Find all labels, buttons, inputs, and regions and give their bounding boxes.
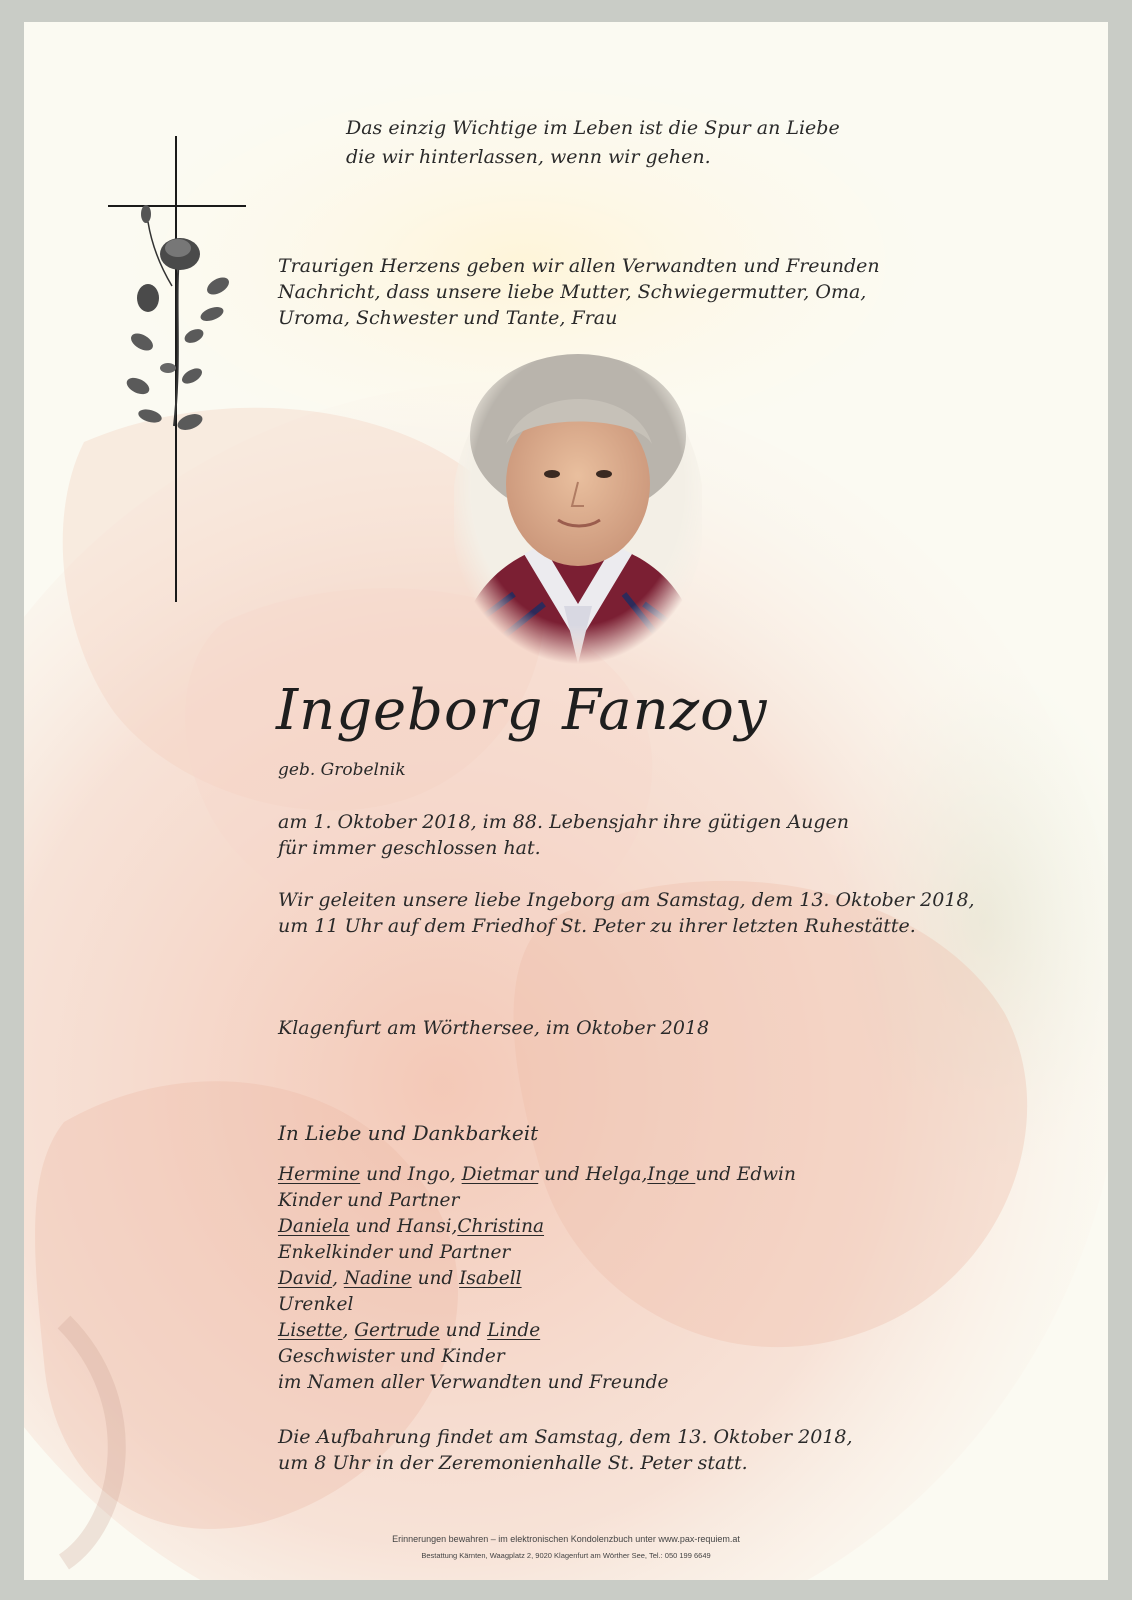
mourner-name: Nadine	[343, 1268, 412, 1289]
connector-text: ,	[332, 1268, 344, 1289]
connector-text: und Helga,	[538, 1164, 648, 1185]
mourner-name: Linde	[487, 1320, 541, 1341]
viewing-paragraph	[278, 1424, 1038, 1476]
death-notice-line-1: am 1. Oktober 2018, im 88. Lebensjahr ihre gütigen Augen	[278, 811, 849, 833]
death-notice-paragraph	[278, 809, 1038, 861]
connector-text: und Edwin	[695, 1164, 796, 1185]
grandchildren-names	[278, 1214, 978, 1240]
mourner-name: Gertrude	[354, 1320, 440, 1341]
connector-text: und Ingo,	[360, 1164, 462, 1185]
place-and-date: Klagenfurt am Wörthersee, im Oktober 2018	[278, 1017, 710, 1039]
intro-paragraph	[278, 253, 918, 331]
connector-text: ,	[342, 1320, 355, 1341]
thanks-heading: In Liebe und Dankbarkeit	[278, 1121, 539, 1145]
mourner-name: Christina	[457, 1216, 545, 1237]
death-notice-line-2: für immer geschlossen hat.	[278, 837, 541, 859]
grandchildren-label: Enkelkinder und Partner	[278, 1242, 511, 1263]
footer-condolence-line: Erinnerungen bewahren – im elektronischen Kondolenzbuch unter www.pax-requiem.at	[392, 1534, 740, 1544]
mourner-name: Daniela	[278, 1216, 350, 1237]
mourners-list	[278, 1162, 978, 1396]
mourner-name: Lisette	[278, 1320, 343, 1341]
siblings-label: Geschwister und Kinder	[278, 1346, 505, 1367]
children-names	[278, 1162, 978, 1188]
intro-line-1: Traurigen Herzens geben wir allen Verwandten und Freunden	[278, 255, 880, 277]
great-grandchildren-label: Urenkel	[278, 1294, 354, 1315]
mourner-name: Inge	[647, 1164, 696, 1185]
funeral-line-2: um 11 Uhr auf dem Friedhof St. Peter zu ihrer letzten Ruhestätte.	[278, 915, 916, 937]
viewing-line-1: Die Aufbahrung findet am Samstag, dem 13. Oktober 2018,	[278, 1426, 853, 1448]
funeral-line-1: Wir geleiten unsere liebe Ingeborg am Samstag, dem 13. Oktober 2018,	[278, 889, 975, 911]
mourner-name: Hermine	[278, 1164, 361, 1185]
great-grandchildren-names	[278, 1266, 978, 1292]
motto-line-2: die wir hinterlassen, wenn wir gehen.	[346, 146, 711, 168]
funeral-paragraph	[278, 887, 1038, 939]
connector-text: und	[439, 1320, 488, 1341]
obituary-card	[24, 22, 1108, 1580]
intro-line-2: Nachricht, dass unsere liebe Mutter, Schwiegermutter, Oma,	[278, 281, 867, 303]
viewing-line-2: um 8 Uhr in der Zeremonienhalle St. Peter statt.	[278, 1452, 748, 1474]
connector-text: und	[411, 1268, 460, 1289]
children-label: Kinder und Partner	[278, 1190, 460, 1211]
intro-line-3: Uroma, Schwester und Tante, Frau	[278, 307, 618, 329]
mourner-name: Isabell	[459, 1268, 522, 1289]
footer-address-line: Bestattung Kärnten, Waagplatz 2, 9020 Klagenfurt am Wörther See, Tel.: 050 199 6649	[421, 1551, 711, 1560]
siblings-names	[278, 1318, 978, 1344]
deceased-name: Ingeborg Fanzoy	[276, 678, 768, 743]
motto-line-1: Das einzig Wichtige im Leben ist die Spur an Liebe	[346, 117, 840, 139]
portrait-photo	[454, 344, 702, 664]
connector-text: und Hansi,	[349, 1216, 458, 1237]
motto-quote	[346, 114, 840, 172]
mourner-name: Dietmar	[461, 1164, 539, 1185]
mourner-name: David	[278, 1268, 333, 1289]
cross-with-rose-icon	[108, 136, 248, 606]
maiden-name: geb. Grobelnik	[278, 760, 406, 780]
all-relatives-line: im Namen aller Verwandten und Freunde	[278, 1372, 669, 1393]
obituary-content	[24, 22, 1108, 1580]
